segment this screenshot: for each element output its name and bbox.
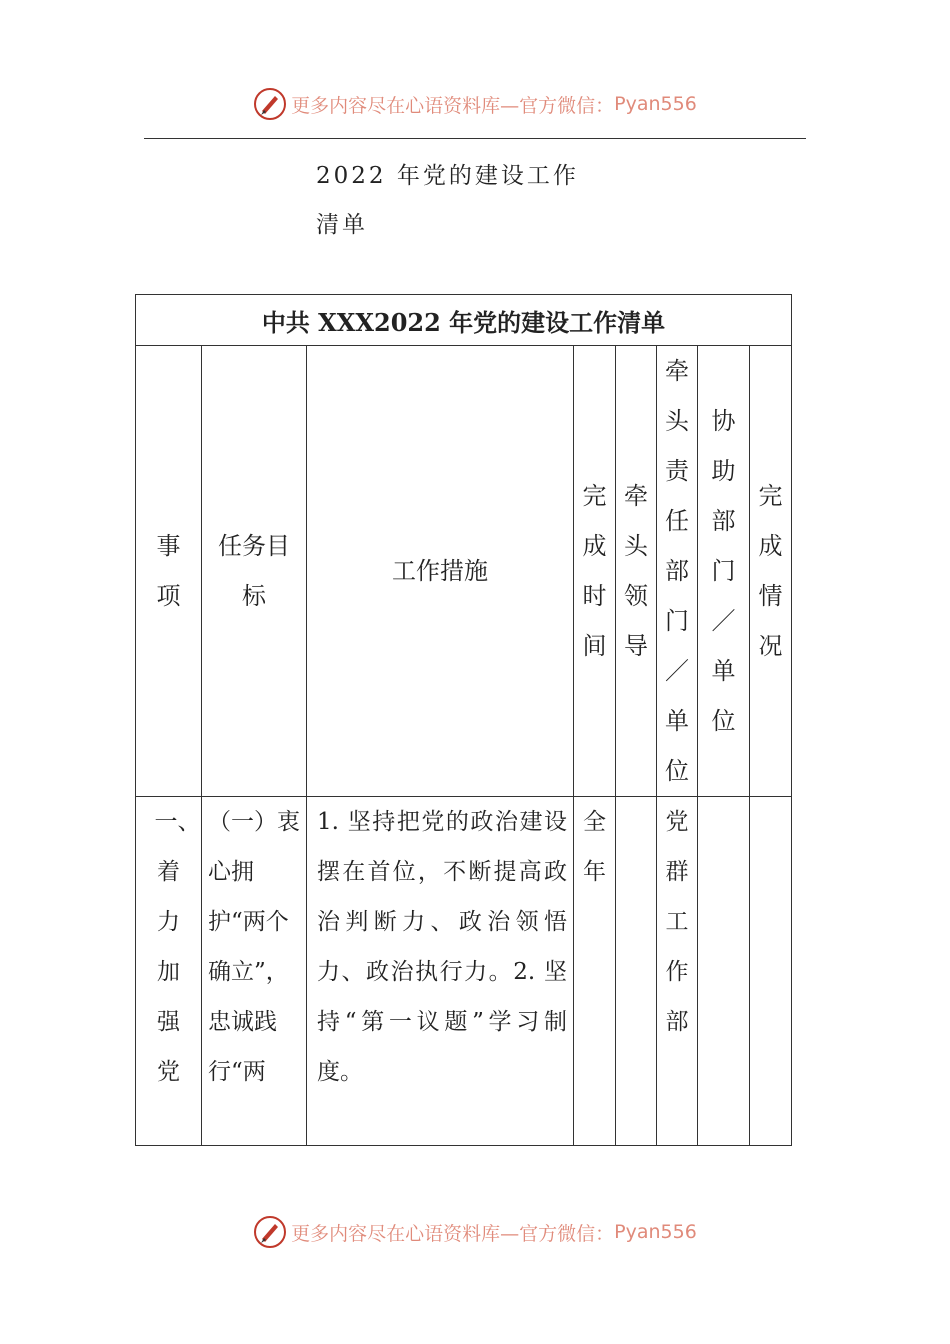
header-lead-dept: 牵头责任部门／单位 [665,357,689,785]
header-time-cell [574,346,616,797]
header-lead-cell [616,346,657,797]
pen-logo-icon [253,87,287,121]
doc-title-line2: 清单 [316,212,368,238]
header-item-cell [136,346,202,797]
row-lead-dept-cell [657,797,698,1146]
row-measures: 1. 坚持把党的政治建设摆在首位，不断提高政治判断力、政治领悟力、政治执行力。2. 坚持“第一议题”学习制度。 [307,797,574,1146]
header-measures: 工作措施 [392,557,488,585]
doc-title-line1: 2022 年党的建设工作 [316,163,579,189]
row-lead [616,797,657,1146]
header-rule [144,138,806,139]
header-status: 完成情况 [758,482,783,660]
header-lead-dept-cell [657,346,698,797]
row-time: 全年 [583,809,606,885]
header-measures-cell [307,346,574,797]
row-item: 一、着力加强党 [154,809,201,1085]
row-item-cell [136,797,202,1146]
watermark-text: 更多内容尽在心语资料库—官方微信： [291,94,615,117]
header-lead: 牵头领导 [624,482,648,660]
row-status [750,797,792,1146]
header-status-cell [750,346,792,797]
watermark-id: Pyan556 [614,1221,697,1243]
watermark-text: 更多内容尽在心语资料库—官方微信： [291,1222,615,1245]
table-row [136,797,792,1146]
pen-logo-icon [253,1215,287,1249]
row-lead-dept: 党群工作部 [665,809,689,1035]
table-header-row [136,346,792,797]
row-time-cell [574,797,616,1146]
header-item: 事项 [156,532,181,610]
table-caption: 中共 XXX2022 年党的建设工作清单 [136,295,792,346]
header-time: 完成时间 [582,482,607,660]
watermark-footer [0,1212,950,1252]
header-assist-dept-cell [698,346,750,797]
header-goal-cell [202,346,307,797]
header-goal: 任务目标 [218,532,290,610]
row-assist-dept [698,797,750,1146]
work-plan-table [135,294,792,1146]
row-goal: （一）衷心拥护“两个确立”，忠诚践行“两 [202,797,307,1146]
watermark-id: Pyan556 [614,93,697,115]
header-assist-dept: 协助部门／单位 [711,407,736,735]
watermark-header [0,84,950,124]
